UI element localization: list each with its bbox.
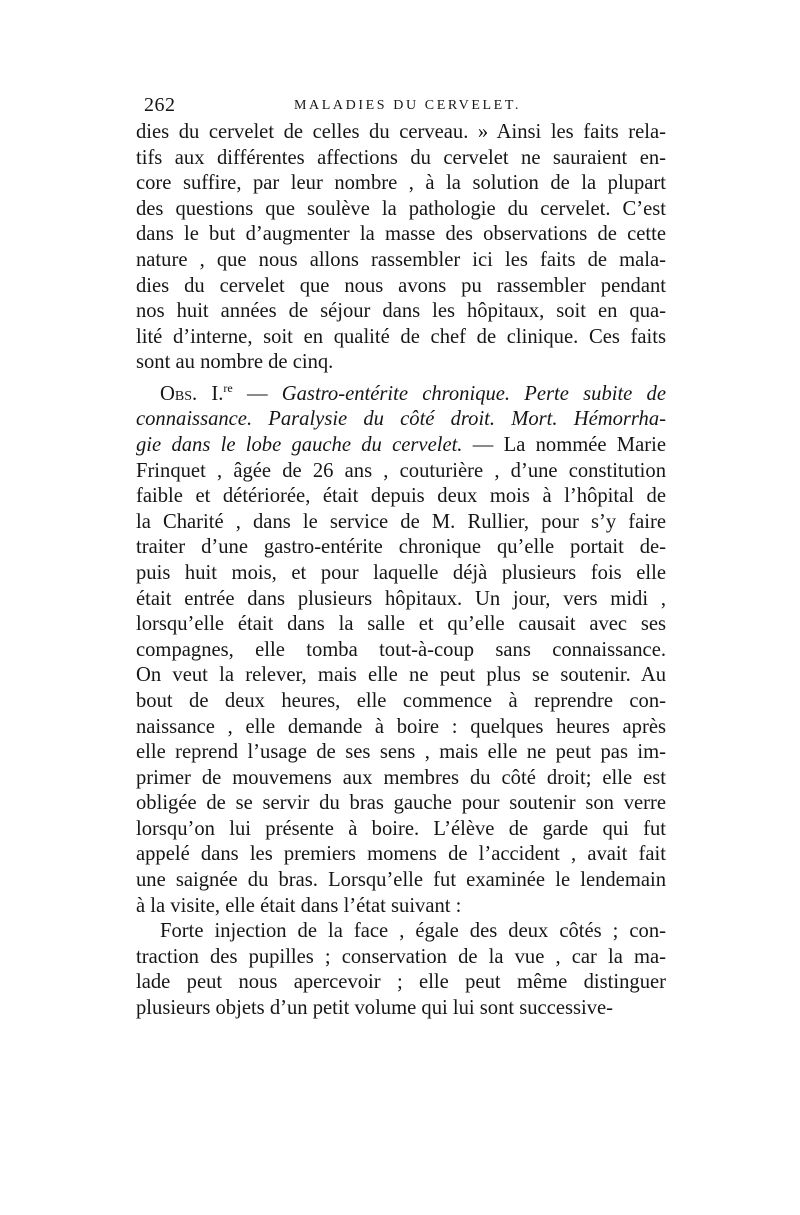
text-line: appelé dans les premiers momens de l’accident , avait fait xyxy=(136,843,666,866)
observation-title-part-2: connaissance. Paralysie du côté droit. Mort. Hémorrha- xyxy=(136,408,666,431)
text-line: puis huit mois, et pour laquelle déjà plusieurs fois elle xyxy=(136,561,666,584)
text-line: On veut la relever, mais elle ne peut plus se soutenir. Au xyxy=(136,664,666,687)
text-line: traction des pupilles ; conservation de la vue , car la ma- xyxy=(136,945,666,968)
text-line: à la visite, elle était dans l’état suivant : xyxy=(136,894,462,917)
text-line: lade peut nous apercevoir ; elle peut même distinguer xyxy=(136,971,666,994)
text-line: Frinquet , âgée de 26 ans , couturière , d’une constitution xyxy=(136,459,666,482)
text-line: dies du cervelet que nous avons pu rassembler pendant xyxy=(136,274,666,297)
text-line: était entrée dans plusieurs hôpitaux. Un jour, vers midi , xyxy=(136,587,666,610)
text-line: lité d’interne, soit en qualité de chef de clinique. Ces faits xyxy=(136,325,666,348)
text-line: Forte injection de la face , égale des deux côtés ; con- xyxy=(160,920,666,943)
observation-ordinal: re xyxy=(223,380,233,395)
text-line: nos huit années de séjour dans les hôpitaux, soit en qua- xyxy=(136,300,666,323)
text-line: une saignée du bras. Lorsqu’elle fut examinée le lendemain xyxy=(136,869,666,892)
page-number: 262 xyxy=(144,94,176,116)
text-line: lorsqu’on lui présente à boire. L’élève de garde qui fut xyxy=(136,817,666,840)
paragraph-intro xyxy=(136,120,666,376)
text-line: nature , que nous allons rassembler ici les faits de mala- xyxy=(136,248,666,271)
text-line: dies du cervelet de celles du cerveau. » Ainsi les faits rela- xyxy=(136,121,666,143)
text-line: lorsqu’elle était dans la salle et qu’elle causait avec ses xyxy=(136,613,666,636)
text-line: plusieurs objets d’un petit volume qui lui sont successive- xyxy=(136,997,614,1020)
paragraph-observation xyxy=(136,459,666,920)
text-line: sont au nombre de cinq. xyxy=(136,351,334,374)
paragraph-symptoms xyxy=(136,919,666,1021)
text-line: bout de deux heures, elle commence à reprendre con- xyxy=(136,689,666,712)
text-line: core suffire, par leur nombre , à la solution de la plupart xyxy=(136,172,666,195)
text-line: faible et détériorée, était depuis deux mois à l’hôpital de xyxy=(136,485,666,508)
observation-heading-line xyxy=(136,376,666,407)
text-line: primer de mouvemens aux membres du côté droit; elle est xyxy=(136,766,666,789)
observation-text-start: — La nommée Marie xyxy=(462,433,666,456)
observation-title-part-3: gie dans le lobe gauche du cervelet. xyxy=(136,433,463,456)
page-header xyxy=(144,94,666,118)
observation-title-part-1: Gastro-entérite chronique. Perte subite de xyxy=(281,382,666,405)
text-line: dans le but d’augmenter la masse des observations de cette xyxy=(136,223,666,246)
text-line: elle reprend l’usage de ses sens , mais elle ne peut pas im- xyxy=(136,741,666,764)
running-head: MALADIES DU CERVELET. xyxy=(294,98,522,113)
body-text xyxy=(136,120,666,1022)
observation-label: Obs. I. xyxy=(160,382,224,405)
text-line: des questions que soulève la pathologie du cervelet. C’est xyxy=(136,197,666,220)
text-line: obligée de se servir du bras gauche pour soutenir son verre xyxy=(136,792,666,815)
observation-title-line-3 xyxy=(136,433,666,459)
text-line: traiter d’une gastro-entérite chronique qu’elle portait de- xyxy=(136,536,666,559)
text-line: naissance , elle demande à boire : quelques heures après xyxy=(136,715,666,738)
text-line: compagnes, elle tomba tout-à-coup sans connaissance. xyxy=(136,638,666,661)
text-line: tifs aux différentes affections du cervelet ne sauraient en- xyxy=(136,146,666,169)
text-line: la Charité , dans le service de M. Rullier, pour s’y faire xyxy=(136,510,666,533)
observation-dash: — xyxy=(232,382,282,405)
